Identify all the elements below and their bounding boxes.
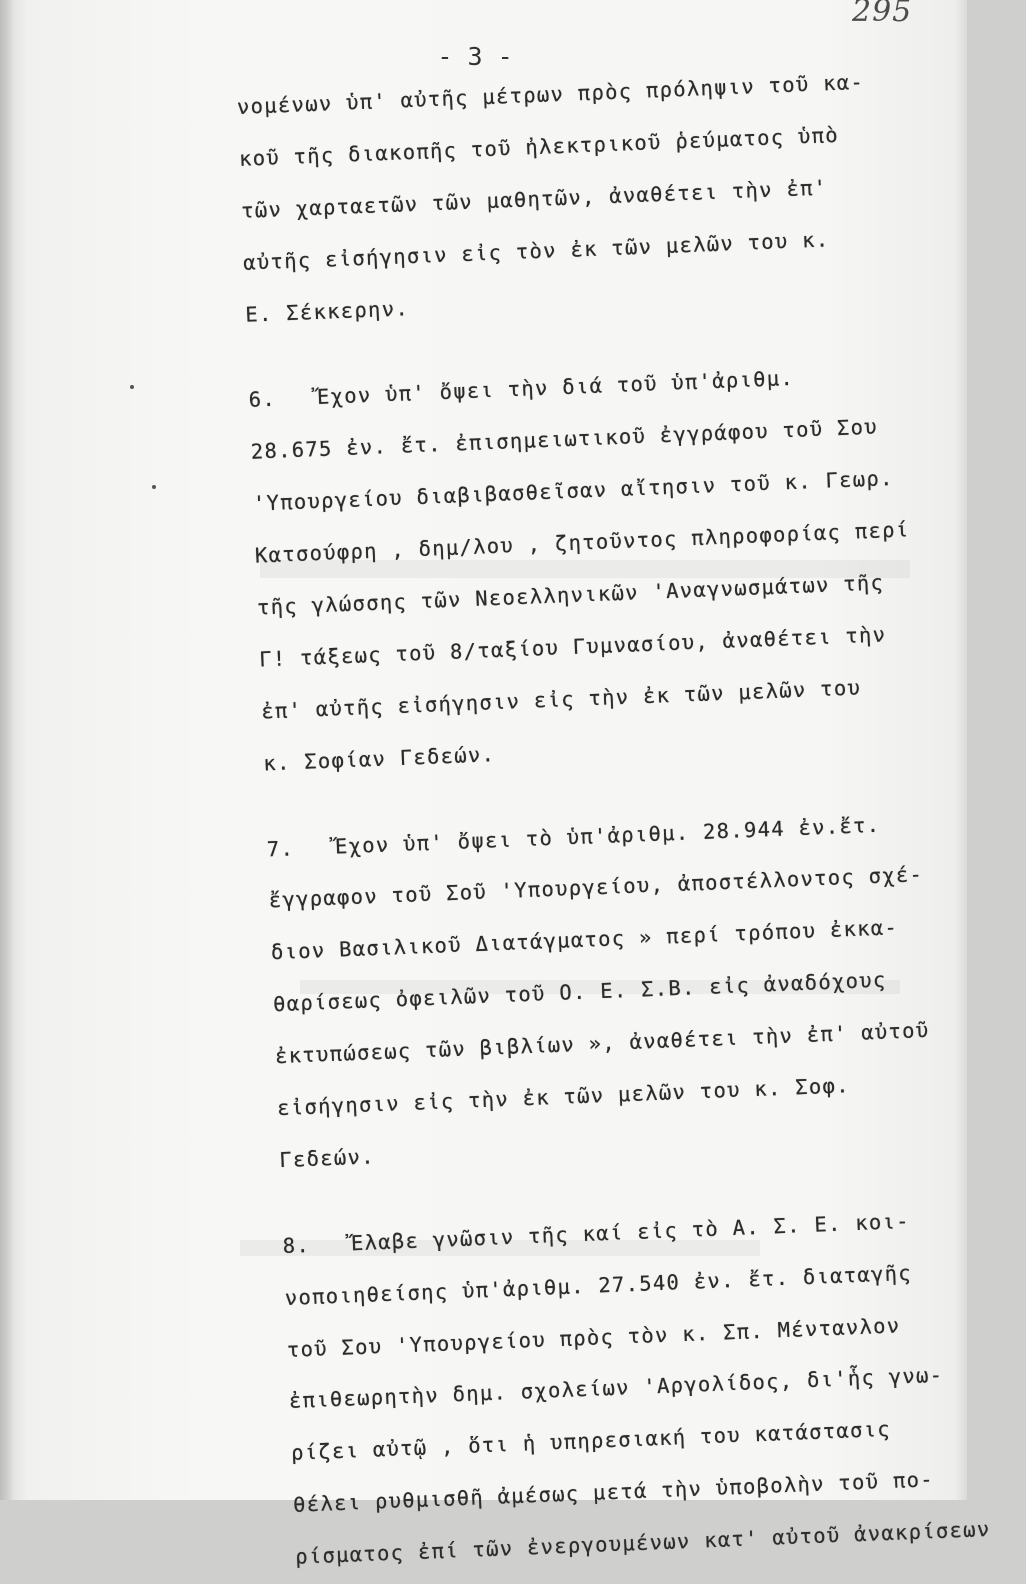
page-number: - 3 - bbox=[437, 42, 513, 71]
text-line: τῶν χαρταετῶν τῶν μαθητῶν, ἀναθέτει τὴν ἐπ' bbox=[240, 175, 828, 223]
text-line: νομένων ὑπ' αὐτῆς μέτρων πρὸς πρόληψιν τοῦ κα- bbox=[236, 69, 865, 119]
text-line: Γεδεών. bbox=[278, 1144, 376, 1173]
text-line: εἰσήγησιν εἰς τὴν ἐκ τῶν μελῶν του κ. Σοφ. bbox=[276, 1073, 851, 1121]
text-line: ρίσματος ἐπί τῶν ἐνεργουμένων κατ' αὐτοῦ ἀνακρίσεων bbox=[294, 1517, 991, 1569]
stray-mark bbox=[130, 385, 134, 389]
text-line: 28.675 ἐν. ἔτ. ἐπισημειωτικοῦ ἐγγράφου τοῦ Σου bbox=[250, 414, 879, 465]
text-line: ρίζει αὐτῷ , ὅτι ἡ υπηρεσιακή του κατάστασις bbox=[290, 1417, 892, 1466]
text-line: ἐκτυπώσεως τῶν βιβλίων », ἀναθέτει τὴν ἐπ' αὐτοῦ bbox=[274, 1018, 930, 1069]
text-line: θαρίσεως ὀφειλῶν τοῦ Ο. Ε. Σ.Β. εἰς ἀναδόχους bbox=[272, 967, 887, 1017]
text-line: αὐτῆς εἰσήγησιν εἰς τὸν ἐκ τῶν μελῶν του κ. bbox=[242, 226, 830, 275]
text-line: τοῦ Σου 'Υπουργείου πρὸς τὸν κ. Σπ. Μέντανλον bbox=[286, 1312, 901, 1362]
item-6-first-line: 6. Ἔχον ὑπ' ὄψει τὴν διά τοῦ ὑπ'ἀριθμ. bbox=[248, 366, 795, 413]
item-7-first-line: 7. Ἔχον ὑπ' ὄψει τὸ ὑπ'ἀριθμ. 28.944 ἐν.ἔτ. bbox=[266, 812, 881, 861]
text-line: ἔγγραφον τοῦ Σοῦ 'Υπουργείου, ἀποστέλλοντος σχέ- bbox=[268, 862, 924, 913]
text-line: ἐπ' αὐτῆς εἰσήγησιν εἰς τὴν ἐκ τῶν μελῶν του bbox=[260, 675, 862, 724]
text-line: θέλει ρυθμισθῆ ἀμέσως μετά τὴν ὑποβολὴν τοῦ πο- bbox=[292, 1467, 935, 1518]
typed-text-block bbox=[236, 53, 1026, 1584]
text-line: διον Βασιλικοῦ Διατάγματος » περί τρόπου ἐκκα- bbox=[270, 915, 899, 965]
item-8-first-line: 8. Ἔλαβε γνῶσιν τῆς καί εἰς τὸ Α. Σ. Ε. κοι- bbox=[282, 1208, 911, 1258]
text-line: τῆς γλώσσης τῶν Νεοελληνικῶν 'Αναγνωσμάτων τῆς bbox=[256, 570, 885, 620]
text-line: νοποιηθείσης ὑπ'ἀριθμ. 27.540 ἐν. ἔτ. διαταγῆς bbox=[284, 1260, 913, 1310]
text-line: 'Υπουργείου διαβιβασθεῖσαν αἴτησιν τοῦ κ. Γεωρ. bbox=[252, 466, 895, 516]
binding-shadow bbox=[0, 0, 14, 1500]
text-line: κ. Σοφίαν Γεδεών. bbox=[262, 741, 496, 776]
text-line: Γ! τάξεως τοῦ 8/ταξίου Γυμνασίου, ἀναθέτει τὴν bbox=[258, 622, 887, 672]
archive-page-number: 295 bbox=[852, 0, 913, 29]
text-line: Κατσούφρη , δημ/λου , ζητοῦντος πληροφορίας περί bbox=[254, 517, 910, 568]
stray-mark bbox=[152, 485, 156, 489]
text-line: Ε. Σέκκερην. bbox=[244, 295, 410, 327]
text-line: ἐπιθεωρητὴν δημ. σχολείων 'Αργολίδος, δι'ἧς γνω- bbox=[288, 1363, 944, 1414]
text-line: κοῦ τῆς διακοπῆς τοῦ ἠλεκτρικοῦ ῥεύματος ὑπὸ bbox=[238, 122, 840, 171]
